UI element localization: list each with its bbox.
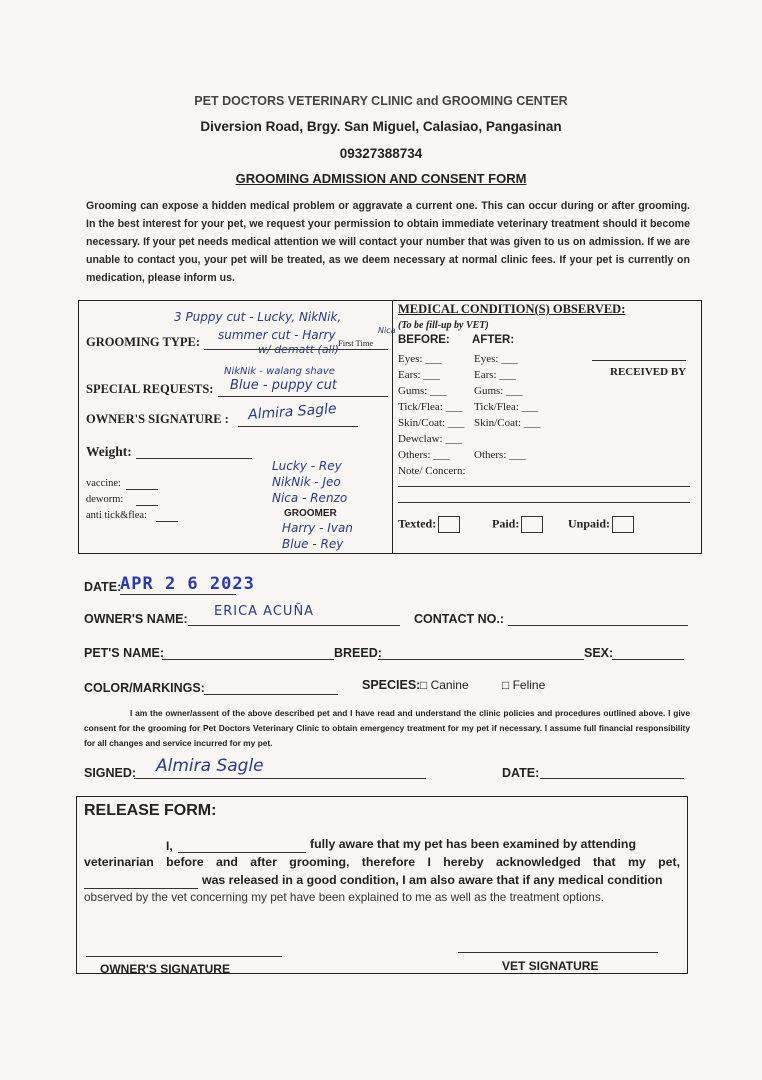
after-gums: Gums: ___: [474, 385, 523, 397]
intro-paragraph: Grooming can expose a hidden medical problem or aggravate a current one. This can occur during or after grooming. In the best interest for your pet, we request your permission to obtain immediate veterinary treatment should it become necessary. If your pet needs medical attention we will contact your number that was given to us on admission. If we are unable to contact you, your pet will be treated, as we deem necessary at normal clinic fees. If your pet is currently on medication, please inform us.: [86, 200, 690, 284]
vaccine-line: [126, 489, 158, 490]
clinic-name: PET DOCTORS VETERINARY CLINIC and GROOMING CENTER: [194, 94, 568, 108]
contact-label: CONTACT NO.:: [414, 612, 505, 626]
date-stamp: APR 2 6 2023: [120, 574, 255, 594]
owner-name-value: ERICA ACUÑA: [214, 604, 315, 619]
hand-groomer-5: Blue - Rey: [282, 537, 344, 551]
signed-line: [134, 778, 426, 779]
hand-request-line1: NikNik - walang shave: [224, 366, 335, 377]
signed-handwriting: Almira Sagle: [156, 756, 264, 776]
after-column: [474, 351, 540, 463]
breed-line: [378, 659, 584, 660]
hand-grooming-line1: 3 Puppy cut - Lucky, NikNik,: [174, 310, 342, 324]
texted-checkbox[interactable]: [438, 516, 460, 533]
received-by-label: RECEIVED BY: [610, 366, 687, 378]
release-line4: observed by the vet concerning my pet have been explained to me as well as the treatment options.: [84, 890, 605, 904]
release-i: I,: [166, 839, 173, 853]
paid-checkbox[interactable]: [521, 516, 543, 533]
date-line: [120, 594, 236, 595]
before-gums: Gums: ___: [398, 385, 447, 397]
medical-subtitle: (To be fill-up by VET): [398, 320, 489, 331]
after-ears: Ears: ___: [474, 369, 516, 381]
pet-name-label: PET'S NAME:: [84, 646, 165, 660]
groomer-label: GROOMER: [284, 508, 337, 519]
anti-tick-label: anti tick&flea:: [86, 510, 147, 521]
before-ears: Ears: ___: [398, 369, 440, 381]
species-label: SPECIES:: [362, 678, 421, 692]
form-title: GROOMING ADMISSION AND CONSENT FORM: [235, 171, 527, 186]
hand-groomer-2: NikNik - Jeo: [272, 475, 341, 489]
note-concern: Note/ Concern:: [398, 465, 466, 477]
box-divider: [392, 300, 393, 554]
hand-groomer-3: Nica - Renzo: [272, 491, 348, 505]
hand-groomers-list: [272, 458, 347, 506]
grooming-type-label: GROOMING TYPE:: [86, 335, 201, 349]
vaccine-label: vaccine:: [86, 478, 121, 489]
hand-request-line2: Blue - puppy cut: [230, 378, 338, 393]
unpaid-checkbox[interactable]: [612, 516, 634, 533]
release-line3: was released in a good condition, I am also aware that if any medical condition: [202, 873, 663, 887]
medical-title: MEDICAL CONDITION(S) OBSERVED:: [398, 302, 626, 316]
species-canine[interactable]: □ Canine: [420, 678, 469, 692]
release-line1: fully aware that my pet has been examined by attending: [310, 837, 636, 851]
before-others: Others: ___: [398, 449, 450, 461]
breed-label: BREED:: [334, 646, 382, 660]
owner-sig-line: [86, 956, 282, 957]
clinic-address: Diversion Road, Brgy. San Miguel, Calasiao, Pangasinan: [200, 119, 562, 134]
release-pet-line: [84, 888, 198, 889]
after-tick: Tick/Flea: ___: [474, 401, 539, 413]
date2-label: DATE:: [502, 766, 540, 780]
date-label: DATE:: [84, 580, 122, 594]
release-name-line: [178, 852, 306, 853]
vet-sig-label: VET SIGNATURE: [502, 959, 599, 973]
special-requests-label: SPECIAL REQUESTS:: [86, 382, 214, 396]
deworm-label: deworm:: [86, 494, 124, 505]
dewclaw: Dewclaw: ___: [398, 433, 462, 445]
color-line: [204, 694, 338, 695]
texted-field: Texted:: [398, 516, 460, 533]
after-label: AFTER:: [472, 334, 515, 346]
sex-line: [612, 659, 684, 660]
signed-label: SIGNED:: [84, 766, 137, 780]
after-others: Others: ___: [474, 449, 526, 461]
species-feline[interactable]: □ Feline: [502, 678, 546, 692]
sex-label: SEX:: [584, 646, 614, 660]
after-skin: Skin/Coat: ___: [474, 417, 541, 429]
after-eyes: Eyes: ___: [474, 353, 518, 365]
release-line2: veterinarian before and after grooming, therefore I hereby acknowledged that my pet,: [84, 855, 680, 869]
anti-tick-line: [156, 521, 178, 522]
before-eyes: Eyes: ___: [398, 353, 442, 365]
hand-groomer-4: Harry - Ivan: [282, 521, 353, 535]
deworm-line: [136, 505, 158, 506]
contact-line: [508, 625, 688, 626]
unpaid-field: Unpaid:: [568, 516, 634, 533]
note-line-2: [398, 502, 690, 503]
hand-grooming-line2: summer cut - Harry: [218, 328, 336, 342]
weight-line: [136, 458, 252, 459]
hand-grooming-line3: w/ dematt (all): [258, 343, 339, 356]
hand-grooming-mix: Nica: [378, 326, 396, 335]
special-requests-line: [218, 396, 388, 397]
consent-paragraph: I am the owner/assent of the above described pet and I have read and understand the clinic policies and procedures outlined above. I give consent for the grooming for Pet Doctors Veterinary Clinic to obtain emergency treatment for my pet if necessary. I assume full financial responsibility for all changes and service incurred for my pet.: [84, 708, 690, 748]
release-title: RELEASE FORM:: [84, 802, 217, 819]
owner-signature-handwriting: Almira Sagle: [247, 400, 338, 424]
before-label: BEFORE:: [398, 334, 450, 346]
first-time-label: First Time: [338, 338, 374, 348]
received-by-line: [592, 360, 686, 361]
hand-groomers-list-2: [282, 520, 353, 552]
color-label: COLOR/MARKINGS:: [84, 681, 205, 695]
owner-sig-label: OWNER'S SIGNATURE: [100, 962, 230, 976]
vet-sig-line: [458, 952, 658, 953]
paid-field: Paid:: [492, 516, 543, 533]
before-tick: Tick/Flea: ___: [398, 401, 463, 413]
grooming-type-line: [204, 349, 388, 350]
owner-signature-line: [238, 426, 358, 427]
clinic-phone: 09327388734: [339, 146, 423, 161]
pet-name-line: [162, 659, 334, 660]
owner-name-line: [188, 625, 400, 626]
before-column: [398, 351, 466, 479]
weight-label: Weight:: [86, 444, 132, 459]
note-line-1: [398, 486, 690, 487]
owner-signature-label: OWNER'S SIGNATURE :: [86, 412, 229, 426]
owner-name-label: OWNER'S NAME:: [84, 612, 188, 626]
date2-line: [540, 778, 684, 779]
before-skin: Skin/Coat: ___: [398, 417, 465, 429]
hand-groomer-1: Lucky - Rey: [272, 459, 342, 473]
